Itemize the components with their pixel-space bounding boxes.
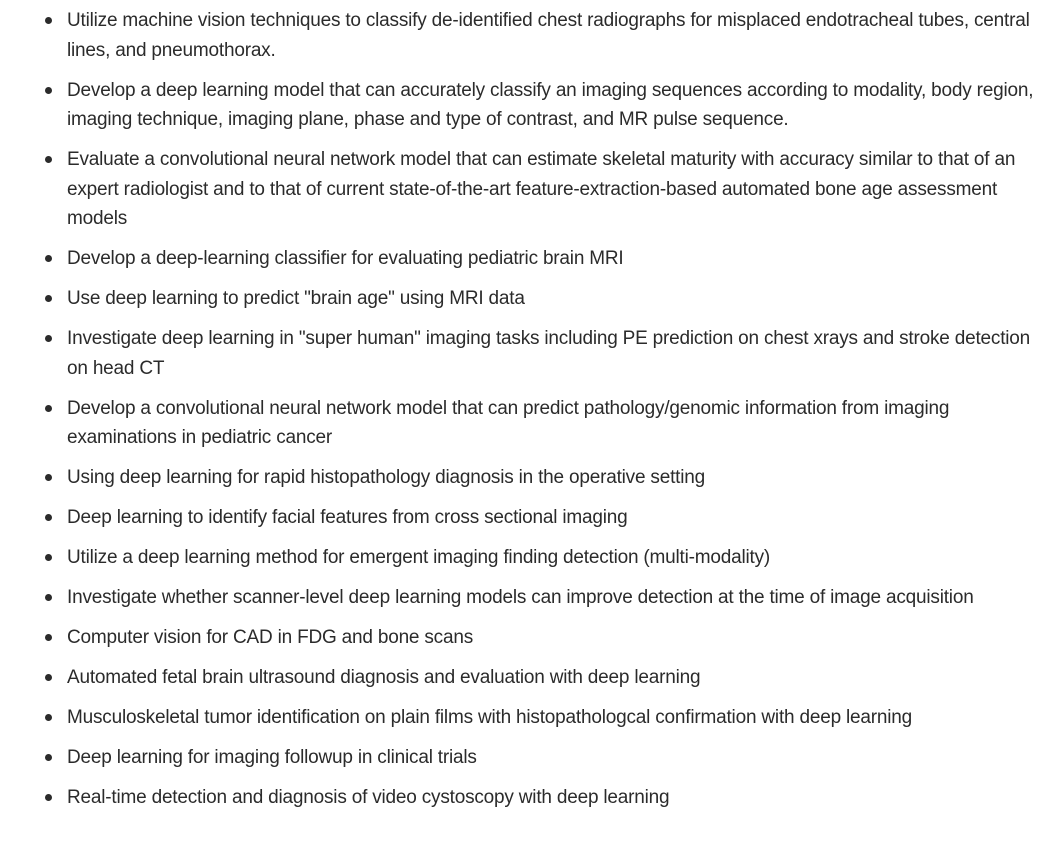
list-item — [0, 583, 1042, 613]
bullet-icon — [45, 634, 52, 641]
list-item-text: Evaluate a convolutional neural network model that can estimate skeletal maturity with accuracy similar to that of an expert radiologist and to that of current state-of-the-art feature-extraction-based automated bone age assessment models — [67, 149, 1016, 229]
list-item-text: Investigate whether scanner-level deep learning models can improve detection at the time of image acquisition — [67, 587, 974, 608]
list-item — [0, 145, 1042, 234]
list-item — [0, 284, 1042, 314]
list-item-text: Develop a deep learning model that can accurately classify an imaging sequences according to modality, body region, imaging technique, imaging plane, phase and type of contrast, and MR pulse sequence. — [67, 79, 1034, 130]
list-item-text: Real-time detection and diagnosis of video cystoscopy with deep learning — [67, 787, 670, 808]
list-item-text: Deep learning to identify facial features from cross sectional imaging — [67, 507, 628, 528]
bullet-icon — [45, 255, 52, 262]
bullet-icon — [45, 335, 52, 342]
bullet-icon — [45, 794, 52, 801]
list-item-text: Computer vision for CAD in FDG and bone scans — [67, 627, 474, 648]
bullet-icon — [45, 17, 52, 24]
list-item — [0, 394, 1042, 453]
bullet-icon — [45, 514, 52, 521]
list-item — [0, 703, 1042, 733]
list-item-text: Develop a deep-learning classifier for evaluating pediatric brain MRI — [67, 248, 624, 269]
list-item — [0, 743, 1042, 773]
list-item — [0, 76, 1042, 135]
list-item — [0, 244, 1042, 274]
list-item — [0, 463, 1042, 493]
list-item — [0, 623, 1042, 653]
list-item-text: Deep learning for imaging followup in clinical trials — [67, 747, 477, 768]
list-item-text: Musculoskeletal tumor identification on plain films with histopathologcal confirmation with deep learning — [67, 707, 913, 728]
list-item-text: Use deep learning to predict "brain age" using MRI data — [67, 288, 525, 309]
bullet-icon — [45, 295, 52, 302]
bullet-icon — [45, 156, 52, 163]
bullet-icon — [45, 754, 52, 761]
list-item — [0, 783, 1042, 813]
bullet-icon — [45, 594, 52, 601]
bullet-icon — [45, 87, 52, 94]
bullet-icon — [45, 405, 52, 412]
list-item — [0, 503, 1042, 533]
bullet-icon — [45, 674, 52, 681]
list-item — [0, 324, 1042, 383]
list-item-text: Develop a convolutional neural network model that can predict pathology/genomic information from imaging examinations in pediatric cancer — [67, 397, 950, 448]
list-item-text: Utilize a deep learning method for emergent imaging finding detection (multi-modality) — [67, 547, 771, 568]
bullet-icon — [45, 554, 52, 561]
list-item-text: Utilize machine vision techniques to classify de-identified chest radiographs for misplaced endotracheal tubes, central lines, and pneumothorax. — [67, 10, 1030, 61]
bullet-icon — [45, 714, 52, 721]
bullet-icon — [45, 474, 52, 481]
list-item-text: Automated fetal brain ultrasound diagnosis and evaluation with deep learning — [67, 667, 701, 688]
list-item — [0, 6, 1042, 65]
list-item-text: Using deep learning for rapid histopathology diagnosis in the operative setting — [67, 467, 706, 488]
list-item-text: Investigate deep learning in "super human" imaging tasks including PE prediction on chest xrays and stroke detection on head CT — [67, 328, 1031, 379]
list-item — [0, 543, 1042, 573]
list-item — [0, 663, 1042, 693]
